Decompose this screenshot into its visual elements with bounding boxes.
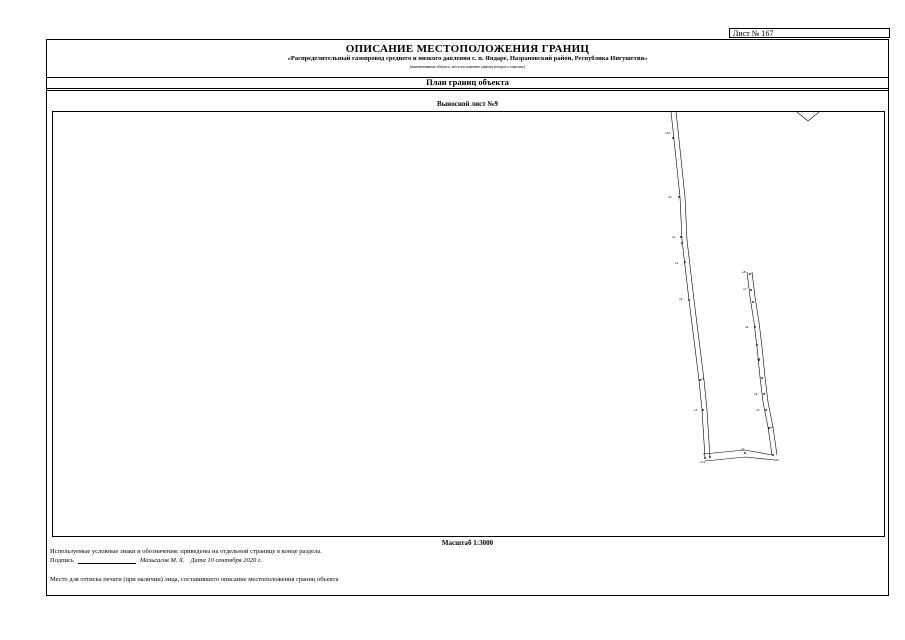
signature-label: Подпись — [50, 557, 74, 564]
svg-text:н11: н11 — [700, 461, 705, 464]
svg-text:н9: н9 — [668, 196, 672, 199]
svg-text:н4: н4 — [754, 393, 758, 396]
svg-text:н10: н10 — [774, 459, 779, 462]
legend-note: Используемые условные знаки и обозначения: приведены на отдельной странице в конце раздела. — [50, 548, 322, 555]
boundary-strip-bottom — [703, 450, 775, 461]
svg-text:н5: н5 — [701, 378, 705, 381]
map-scale: Масштаб 1:3000 — [441, 539, 494, 547]
document-title: ОПИСАНИЕ МЕСТОПОЛОЖЕНИЯ ГРАНИЦ — [345, 43, 590, 55]
point-labels — [665, 131, 779, 464]
date-value: 10 сентября 2020 г. — [207, 557, 262, 564]
svg-text:н3.5: н3.5 — [665, 132, 671, 135]
svg-text:н2: н2 — [675, 262, 679, 265]
boundary-strip-left — [671, 112, 710, 458]
signer-name: Мальсагов М. Х. — [139, 557, 185, 564]
document-frame — [46, 39, 889, 596]
svg-text:н1: н1 — [672, 236, 676, 239]
north-corner-mark — [797, 112, 819, 121]
signature-row — [50, 557, 262, 564]
object-name: «Распределительный газопровод среднего и низкого давления с. п. Яндаре, Назрановский район, Республика Ингушетия» — [287, 55, 648, 62]
sheet-number: Лист № 167 — [729, 28, 890, 38]
svg-text:н3: н3 — [694, 409, 698, 412]
svg-text:н8: н8 — [742, 271, 746, 274]
title-block — [47, 40, 888, 78]
boundary-plan-map — [52, 111, 885, 537]
section-title: План границ объекта — [47, 77, 888, 89]
svg-text:н1: н1 — [741, 448, 745, 451]
signature-line — [78, 557, 136, 564]
date-label: Дата — [190, 557, 206, 564]
boundary-plan-drawing — [53, 112, 884, 536]
stamp-note: Место для оттиска печати (при наличии) лица, составившего описание местоположения границ объекта — [50, 576, 339, 583]
divider — [47, 88, 888, 91]
svg-text:н7: н7 — [743, 288, 747, 291]
svg-text:н6: н6 — [745, 326, 749, 329]
svg-text:н3: н3 — [756, 409, 760, 412]
svg-text:н2: н2 — [770, 426, 774, 429]
object-note: (наименование объекта, местоположение границ которого описано) — [409, 64, 526, 69]
svg-text:н4: н4 — [679, 298, 683, 301]
sheet-name: Выносной лист №9 — [437, 100, 498, 108]
svg-text:н5: н5 — [757, 358, 761, 361]
